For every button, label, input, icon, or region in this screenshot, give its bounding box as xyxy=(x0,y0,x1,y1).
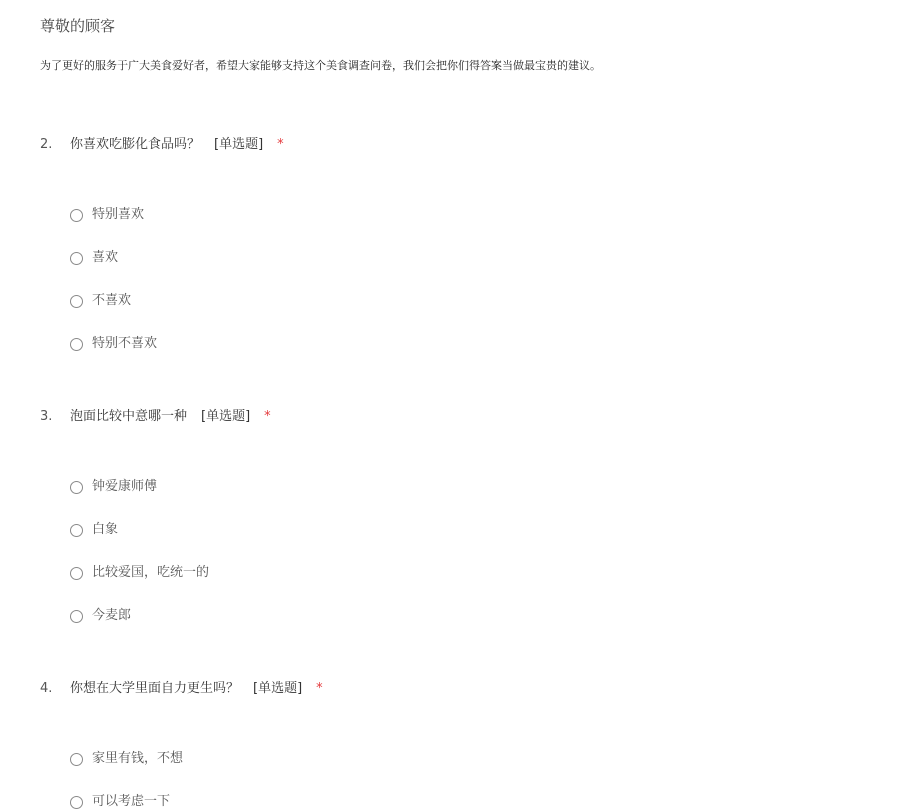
question-type-label: [单选题] xyxy=(201,409,251,424)
question-4 xyxy=(40,680,323,698)
question-2 xyxy=(40,136,284,154)
question-text: 你想在大学里面自力更生吗？ xyxy=(70,681,240,696)
option-label: 特别不喜欢 xyxy=(92,336,158,351)
radio-button[interactable] xyxy=(70,295,83,308)
radio-button[interactable] xyxy=(70,567,83,580)
question-text: 泡面比较中意哪一种 xyxy=(70,409,188,424)
survey-intro: 为了更好的服务于广大美食爱好者，希望大家能够支持这个美食调查问卷，我们会把你们得答案当做最宝贵的建议。 xyxy=(40,59,601,72)
question-3 xyxy=(40,408,271,426)
radio-button[interactable] xyxy=(70,481,83,494)
question-type-label: [单选题] xyxy=(253,681,303,696)
radio-button[interactable] xyxy=(70,252,83,265)
radio-button[interactable] xyxy=(70,524,83,537)
question-number: 3. xyxy=(40,409,53,424)
option-label: 白象 xyxy=(92,522,119,537)
option-q3-3[interactable] xyxy=(70,564,209,582)
option-label: 比较爱国，吃统一的 xyxy=(92,565,210,580)
option-label: 特别喜欢 xyxy=(92,207,145,222)
option-q2-3[interactable] xyxy=(70,292,131,310)
required-asterisk: * xyxy=(264,409,271,424)
radio-button[interactable] xyxy=(70,209,83,222)
radio-button[interactable] xyxy=(70,753,83,766)
option-label: 钟爱康师傅 xyxy=(92,479,158,494)
option-q2-4[interactable] xyxy=(70,335,157,353)
greeting-title: 尊敬的顾客 xyxy=(40,17,116,35)
question-type-label: [单选题] xyxy=(214,137,264,152)
radio-button[interactable] xyxy=(70,796,83,809)
radio-button[interactable] xyxy=(70,610,83,623)
option-label: 家里有钱，不想 xyxy=(92,751,184,766)
radio-button[interactable] xyxy=(70,338,83,351)
option-q3-4[interactable] xyxy=(70,607,131,625)
question-number: 2. xyxy=(40,137,53,152)
required-asterisk: * xyxy=(316,681,323,696)
option-label: 今麦郎 xyxy=(92,608,132,623)
question-number: 4. xyxy=(40,681,53,696)
option-q2-2[interactable] xyxy=(70,249,118,267)
option-q3-2[interactable] xyxy=(70,521,118,539)
option-label: 可以考虑一下 xyxy=(92,794,171,809)
option-label: 不喜欢 xyxy=(92,293,132,308)
required-asterisk: * xyxy=(277,137,284,152)
question-text: 你喜欢吃膨化食品吗？ xyxy=(70,137,201,152)
option-q2-1[interactable] xyxy=(70,206,144,224)
option-label: 喜欢 xyxy=(92,250,119,265)
option-q4-1[interactable] xyxy=(70,750,183,768)
option-q4-2[interactable] xyxy=(70,793,170,811)
option-q3-1[interactable] xyxy=(70,478,157,496)
